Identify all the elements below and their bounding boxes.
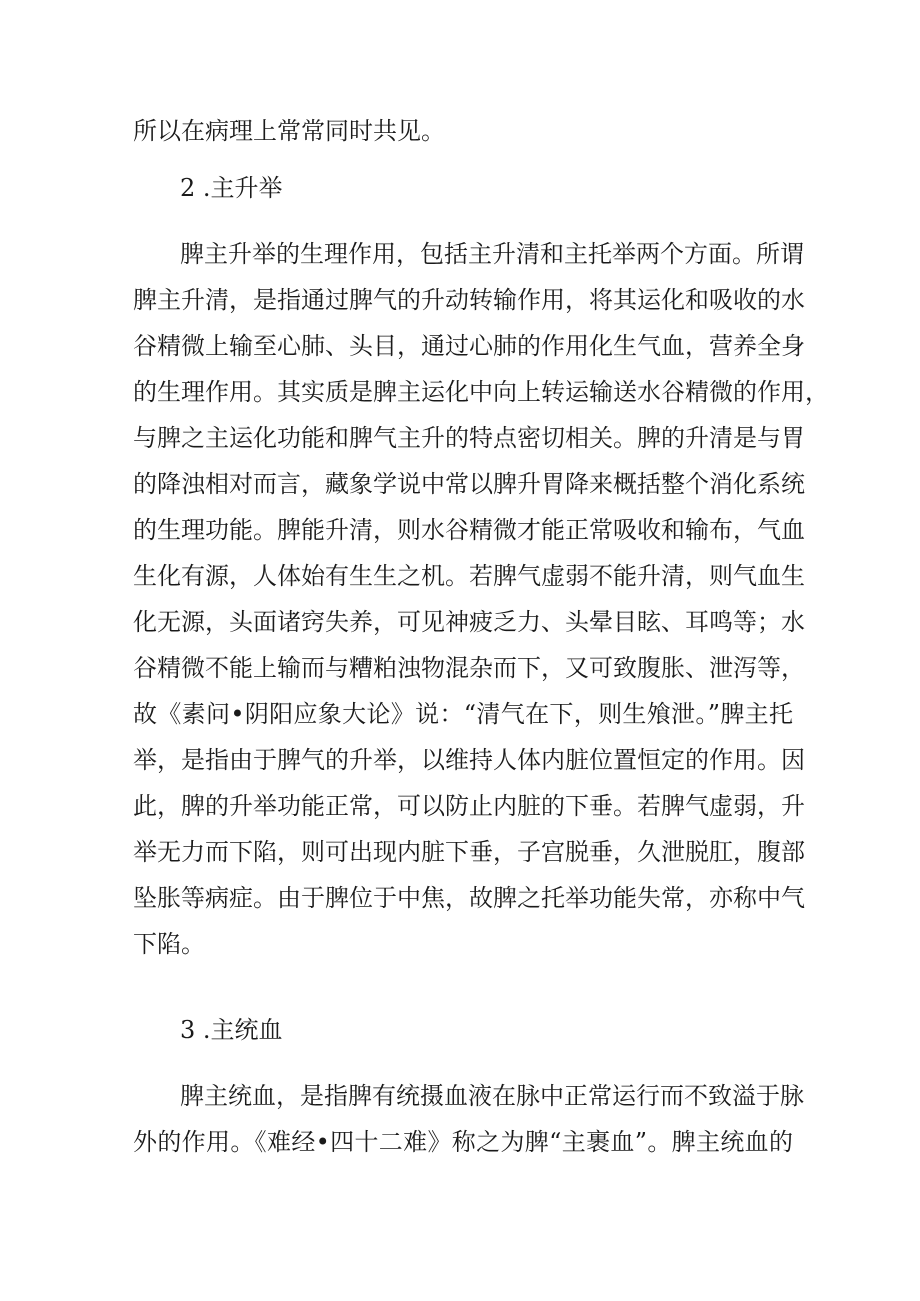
paragraph-line: 与脾之主运化功能和脾气主升的特点密切相关。脾的升清是与胃 xyxy=(133,424,805,452)
paragraph-line: 下陷。 xyxy=(133,930,205,958)
paragraph-line: 的生理作用。其实质是脾主运化中向上转运输送水谷精微的作用， xyxy=(133,378,829,406)
paragraph-line: 谷精微上输至心肺、头目，通过心肺的作用化生气血，营养全身 xyxy=(133,332,805,360)
section-heading: 3 .主统血 xyxy=(180,1016,283,1044)
paragraph-line: 举无力而下陷，则可出现内脏下垂，子宫脱垂，久泄脱肛，腹部 xyxy=(133,838,805,866)
paragraph-line: 的生理功能。脾能升清，则水谷精微才能正常吸收和输布，气血 xyxy=(133,516,805,544)
section-heading: 2 .主升举 xyxy=(180,174,283,202)
paragraph-line: 生化有源，人体始有生生之机。若脾气虚弱不能升清，则气血生 xyxy=(133,562,805,590)
paragraph-line: 外的作用。《难经•四十二难》称之为脾“主裹血”。脾主统血的 xyxy=(133,1128,793,1156)
paragraph-line: 坠胀等病症。由于脾位于中焦，故脾之托举功能失常，亦称中气 xyxy=(133,884,805,912)
paragraph-line: 化无源，头面诸窍失养，可见神疲乏力、头晕目眩、耳鸣等；水 xyxy=(133,608,805,636)
paragraph-line: 的降浊相对而言，藏象学说中常以脾升胃降来概括整个消化系统 xyxy=(133,470,805,498)
paragraph-line: 脾主升举的生理作用，包括主升清和主托举两个方面。所谓 xyxy=(180,240,804,268)
paragraph-line: 脾主升清，是指通过脾气的升动转输作用，将其运化和吸收的水 xyxy=(133,286,805,314)
paragraph-line: 脾主统血，是指脾有统摄血液在脉中正常运行而不致溢于脉 xyxy=(180,1082,804,1110)
paragraph-line: 此，脾的升举功能正常，可以防止内脏的下垂。若脾气虚弱，升 xyxy=(133,792,805,820)
paragraph-line: 举，是指由于脾气的升举，以维持人体内脏位置恒定的作用。因 xyxy=(133,746,805,774)
paragraph-line: 故《素问•阴阳应象大论》说：“清气在下，则生飧泄。”脾主托 xyxy=(133,700,793,728)
paragraph-line: 所以在病理上常常同时共见。 xyxy=(133,117,445,145)
paragraph-line: 谷精微不能上输而与糟粕浊物混杂而下，又可致腹胀、泄泻等， xyxy=(133,654,805,682)
